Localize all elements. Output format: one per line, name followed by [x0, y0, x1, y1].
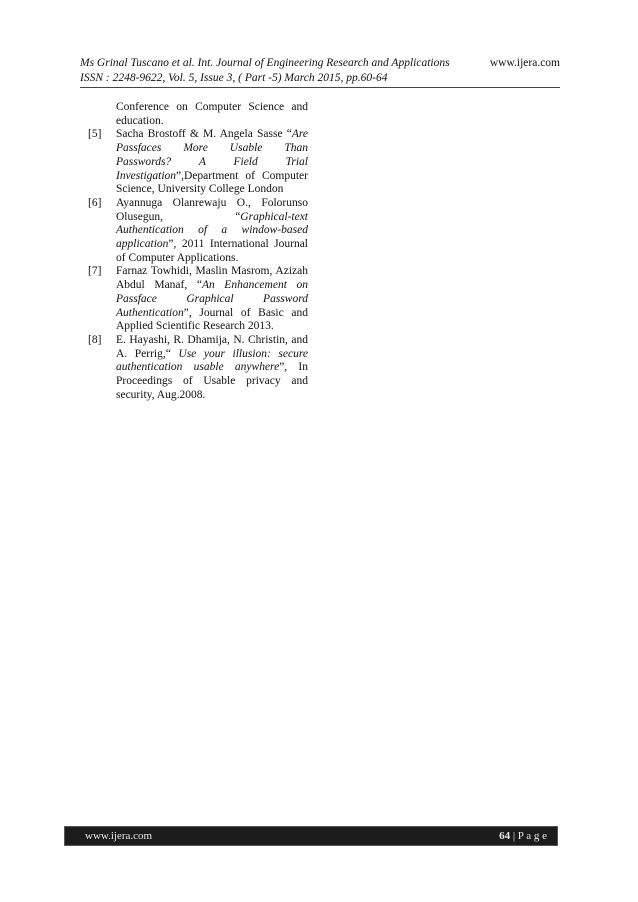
reference-item	[88, 265, 308, 334]
header-website[interactable]: www.ijera.com	[489, 57, 560, 69]
reference-source: ”, In Proceedings of Usable privacy and security, Aug.2008.	[116, 361, 308, 401]
page-footer	[64, 826, 558, 846]
reference-authors: E. Hayashi, R. Dhamija, N. Christin, and A. Perrig,“	[116, 333, 308, 360]
reference-text	[116, 128, 308, 197]
reference-title: An Enhancement on Passface Graphical Password Authentication	[116, 279, 308, 319]
issn-line: ISSN : 2248-9622, Vol. 5, Issue 3, ( Part -5) March 2015, pp.60-64	[80, 72, 388, 84]
reference-authors: Ayannuga Olanrewaju O., Folorunso Olusegun, “	[116, 196, 308, 223]
reference-item	[88, 197, 308, 266]
reference-source: ”,Department of Computer Science, University College London	[116, 169, 308, 196]
reference-number: [5]	[88, 128, 102, 141]
reference-number: [7]	[88, 265, 102, 278]
reference-text	[116, 265, 308, 334]
reference-item	[88, 128, 308, 197]
reference-source: ”, 2011 International Journal of Computer Applications.	[116, 238, 308, 264]
page-word: | P a g e	[510, 830, 547, 842]
reference-source: ”, Journal of Basic and Applied Scientific Research 2013.	[116, 306, 308, 333]
running-header	[80, 56, 560, 86]
reference-title: Use your illusion: secure authentication usable anywhere	[116, 347, 308, 374]
reference-title: Are Passfaces More Usable Than Passwords? A Field Trial Investigation	[116, 128, 308, 182]
header-divider	[80, 87, 560, 88]
reference-number: [8]	[88, 333, 102, 346]
reference-authors: Sacha Brostoff & M. Angela Sasse “	[116, 128, 292, 141]
reference-item	[88, 334, 308, 403]
reference-authors: Farnaz Towhidi, Maslin Masrom, Azizah Abdul Manaf, “	[116, 265, 308, 292]
page-number: 64	[499, 830, 511, 842]
page-number-label	[499, 830, 547, 842]
footer-website[interactable]: www.ijera.com	[85, 830, 153, 842]
reference-text	[116, 334, 308, 403]
reference-number: [6]	[88, 196, 102, 209]
reference-continuation: Conference on Computer Science and education.	[116, 101, 308, 127]
reference-text	[116, 197, 308, 266]
reference-list	[88, 101, 308, 402]
journal-citation: Ms Grinal Tuscano et al. Int. Journal of Engineering Research and Applications	[80, 57, 450, 69]
reference-title: Graphical-text Authentication of a window-based application	[116, 210, 308, 251]
